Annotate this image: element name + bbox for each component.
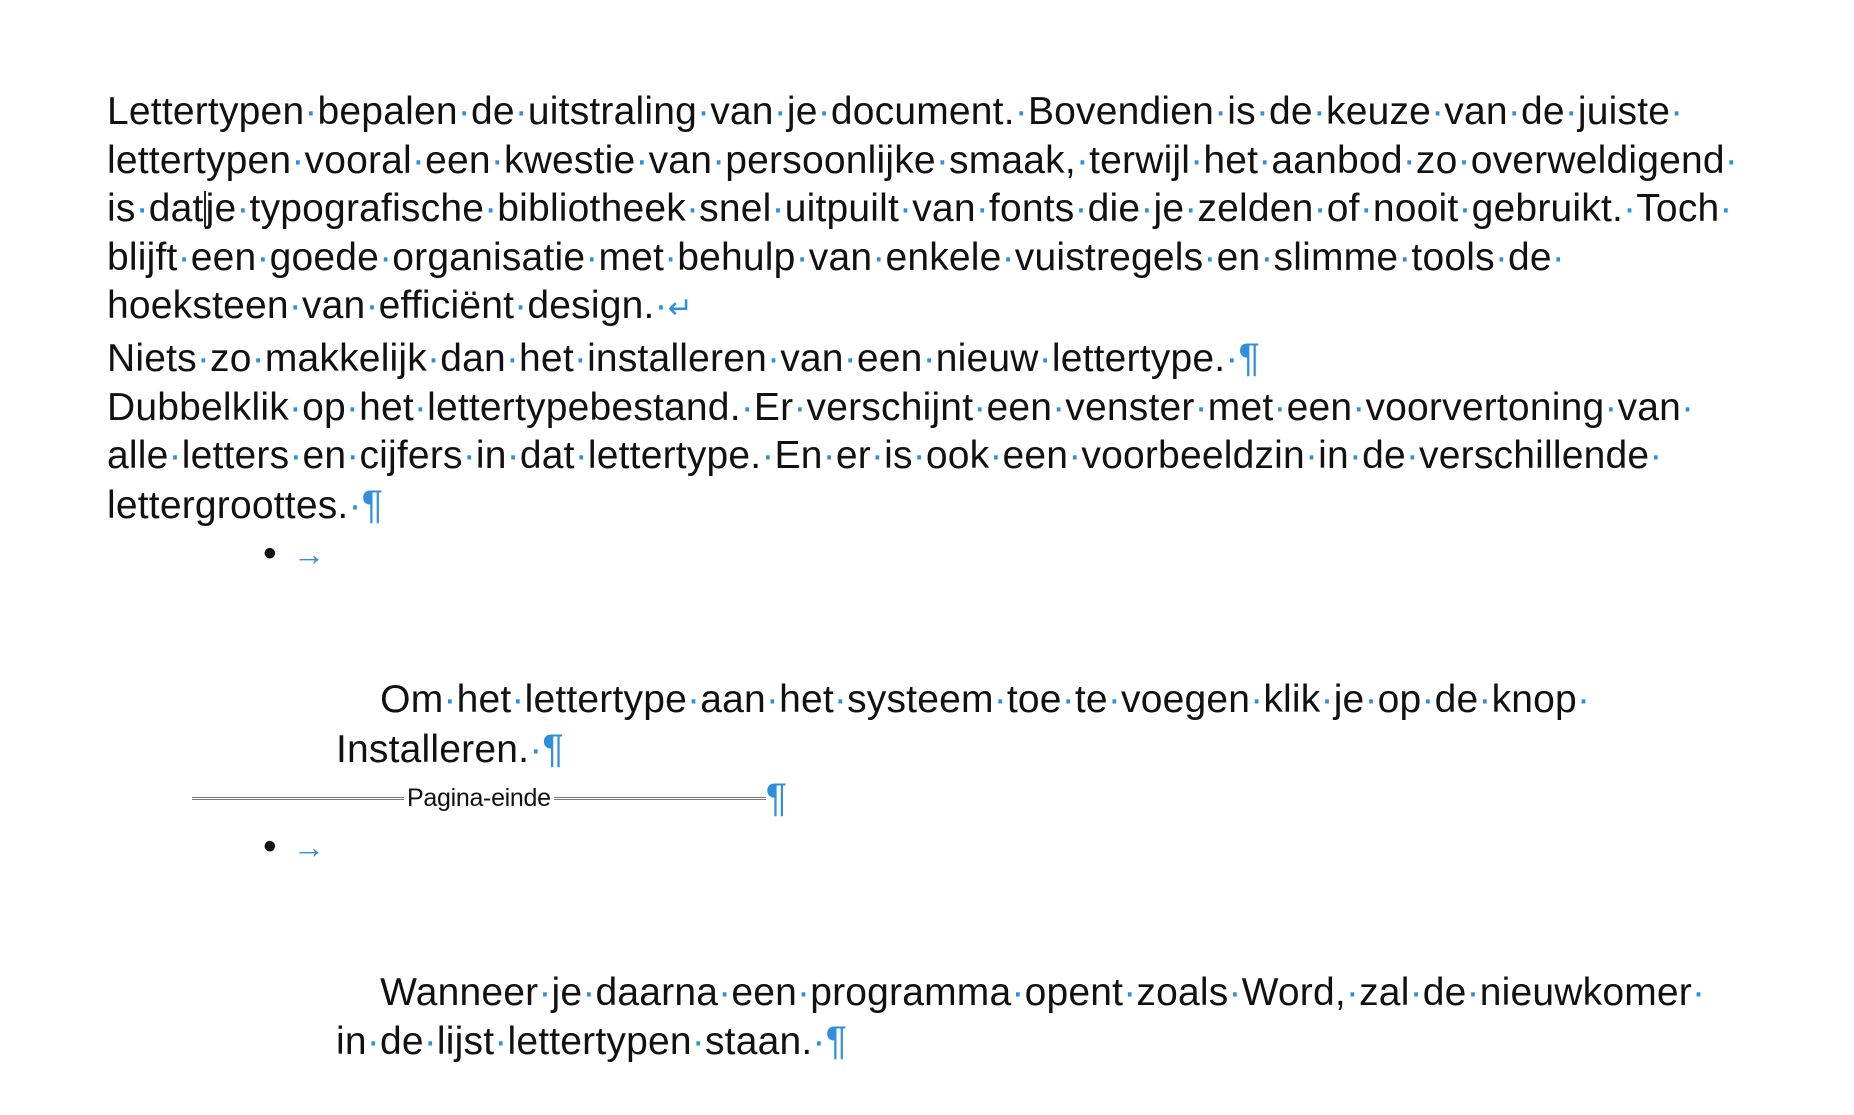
pilcrow-mark: ¶ [542,726,565,771]
paragraph-3-text: Dubbelklik·op·het·lettertypebestand.·Er·verschijnt·een·venster·met·een·voorvertoning·van·alle·letters·en·cijfers·in·dat·lettertype.·En·er·is·ook·een·voorbeeldzin·in·de·verschillende·lettergroottes.· [107,385,1695,527]
space-mark: · [872,235,886,279]
pilcrow-mark: ¶ [1238,335,1261,380]
space-mark: · [664,235,678,279]
space-mark: · [1494,235,1508,279]
space-mark: · [346,434,360,478]
space-mark: · [1466,970,1480,1014]
space-mark: · [494,1020,508,1064]
space-mark: · [761,434,775,478]
space-mark: · [843,336,857,380]
paragraph-1-text-a: Lettertypen·bepalen·de·uitstraling·van·je·document.·Bovendien·is·de·keuze·van·de·juiste·lettertypen·vooral·een·kwestie·van·persoonlijke·smaak,·terwijl·het·aanbod·zo·overweldigend·is·dat [107,90,1738,231]
space-mark: · [935,138,949,182]
space-mark: · [135,187,149,231]
space-mark: · [288,284,302,328]
space-mark: · [822,434,836,478]
space-mark: · [812,1020,826,1064]
space-mark: · [1576,678,1591,722]
space-mark: · [1255,90,1270,133]
space-mark: · [1273,385,1287,429]
space-mark: · [256,235,270,279]
space-mark: · [423,1020,437,1064]
space-mark: · [484,187,498,231]
space-mark: · [1507,90,1521,133]
space-mark: · [973,385,987,429]
space-mark: · [288,385,303,429]
space-mark: · [1458,187,1472,231]
space-mark: · [538,970,552,1014]
space-mark: · [304,90,318,133]
space-mark: · [1190,138,1204,182]
tab-arrow-icon: → [293,828,326,865]
space-mark: · [366,1020,380,1064]
space-mark: · [1250,678,1264,722]
space-mark: · [793,385,807,429]
space-mark: · [514,90,528,133]
space-mark: · [1014,90,1028,133]
space-mark: · [379,235,393,279]
space-mark: · [1719,187,1733,231]
space-mark: · [1402,138,1416,182]
space-mark: · [718,970,732,1014]
document-body[interactable] [107,88,1747,1115]
space-mark: · [1670,90,1684,133]
space-mark: · [1038,336,1052,380]
space-mark: · [899,187,913,231]
space-mark: · [1107,678,1122,722]
space-mark: · [1409,970,1423,1014]
space-mark: · [635,138,649,182]
space-mark: · [1649,434,1663,478]
space-mark: · [1203,235,1217,279]
bullet-icon: • [263,532,277,576]
pilcrow-mark: ¶ [765,775,788,820]
paragraph-1[interactable] [107,88,1747,334]
space-mark: · [1421,678,1435,722]
bullet-item-2-text: Wanneer·je·daarna·een·programma·opent·zoals·Word,·zal·de·nieuwkomer·in·de·lijst·lettertypen·staan.· [336,970,1706,1064]
page-break[interactable] [192,776,792,820]
space-mark: · [797,970,811,1014]
pilcrow-mark: ¶ [825,1019,848,1064]
space-mark: · [1225,336,1239,380]
space-mark: · [1604,385,1618,429]
page-break-label: Pagina-einde [407,783,551,812]
page-break-line-left [192,797,404,800]
space-mark: · [817,90,831,133]
space-mark: · [1320,678,1334,722]
space-mark: · [573,336,588,380]
bullet-item-2[interactable] [107,823,1747,1115]
space-mark: · [1228,970,1242,1014]
space-mark: · [291,138,305,182]
space-mark: · [413,385,428,429]
space-mark: · [740,385,754,429]
space-mark: · [922,336,936,380]
space-mark: · [1260,235,1274,279]
paragraph-1-text-b: je·typografische·bibliotheek·snel·uitpuilt·van·fonts·die·je·zelden·of·nooit·gebruikt.·Toch·blijft·een·goede·organisatie·met·behulp·van·enkele·vuistregels·en·slimme·tools·de·hoeksteen·van·efficiënt·design.· [107,187,1733,328]
space-mark: · [833,678,848,722]
space-mark: · [765,678,780,722]
space-mark: · [1184,187,1198,231]
pilcrow-mark: ¶ [361,482,384,527]
space-mark: · [1364,678,1378,722]
space-mark: · [1304,434,1319,478]
space-mark: · [1348,434,1363,478]
space-mark: · [1123,970,1137,1014]
space-mark: · [1431,90,1445,133]
space-mark: · [989,434,1003,478]
space-mark: · [975,187,989,231]
space-mark: · [177,235,191,279]
space-mark: · [506,434,520,478]
space-mark: · [574,434,588,478]
tab-arrow-icon: → [293,536,326,573]
space-mark: · [1345,970,1360,1014]
space-mark: · [1724,138,1738,182]
space-mark: · [687,678,701,722]
space-mark: · [490,138,504,182]
space-mark: · [582,970,596,1014]
space-mark: · [870,434,885,478]
space-mark: · [196,336,211,380]
space-mark: · [1074,187,1088,231]
space-mark: · [1359,187,1373,231]
space-mark: · [529,727,543,771]
space-mark: · [1681,385,1695,429]
space-mark: · [1075,138,1090,182]
space-mark: · [712,138,726,182]
space-mark: · [251,336,265,380]
space-mark: · [1194,385,1208,429]
space-mark: · [1623,187,1637,231]
space-mark: · [1312,90,1326,133]
space-mark: · [585,235,599,279]
space-mark: · [457,90,471,133]
space-mark: · [505,336,520,380]
space-mark: · [168,434,182,478]
space-mark: · [654,284,668,328]
space-mark: · [427,336,441,380]
space-mark: · [443,678,457,722]
space-mark: · [1352,385,1366,429]
paragraph-2-text: Niets·zo·makkelijk·dan·het·installeren·van·een·nieuw·lettertype.· [107,336,1239,380]
space-mark: · [767,336,781,380]
page-break-line-right [554,797,766,800]
space-mark: · [1140,187,1154,231]
space-mark: · [1011,970,1025,1014]
line-break-mark: ↵ [667,292,694,326]
space-mark: · [1068,434,1082,478]
space-mark: · [289,434,303,478]
space-mark: · [1061,678,1075,722]
space-mark: · [1692,970,1706,1014]
space-mark: · [511,678,525,722]
space-mark: · [1457,138,1471,182]
bullet-icon: • [263,824,277,868]
bullet-item-1-text: Om·het·lettertype·aan·het·systeem·toe·te·voegen·klik·je·op·de·knop·Installeren.· [336,678,1591,771]
space-mark: · [462,434,476,478]
space-mark: · [365,284,379,328]
space-mark: · [345,385,360,429]
space-mark: · [773,90,787,133]
space-mark: · [1258,138,1272,182]
space-mark: · [771,187,785,231]
space-mark: · [1214,90,1228,133]
space-mark: · [1551,235,1565,279]
space-mark: · [795,235,809,279]
space-mark: · [348,483,362,527]
paragraph-3[interactable] [107,384,1747,531]
space-mark: · [912,434,926,478]
space-mark: · [1313,187,1327,231]
space-mark: · [1001,235,1015,279]
space-mark: · [1478,678,1492,722]
space-mark: · [236,187,250,231]
space-mark: · [697,90,711,133]
space-mark: · [514,284,528,328]
space-mark: · [685,187,700,231]
space-mark: · [993,678,1007,722]
space-mark: · [1564,90,1578,133]
space-mark: · [1405,434,1420,478]
space-mark: · [1052,385,1066,429]
space-mark: · [1398,235,1412,279]
space-mark: · [691,1020,705,1064]
space-mark: · [411,138,426,182]
paragraph-2[interactable] [107,334,1747,384]
